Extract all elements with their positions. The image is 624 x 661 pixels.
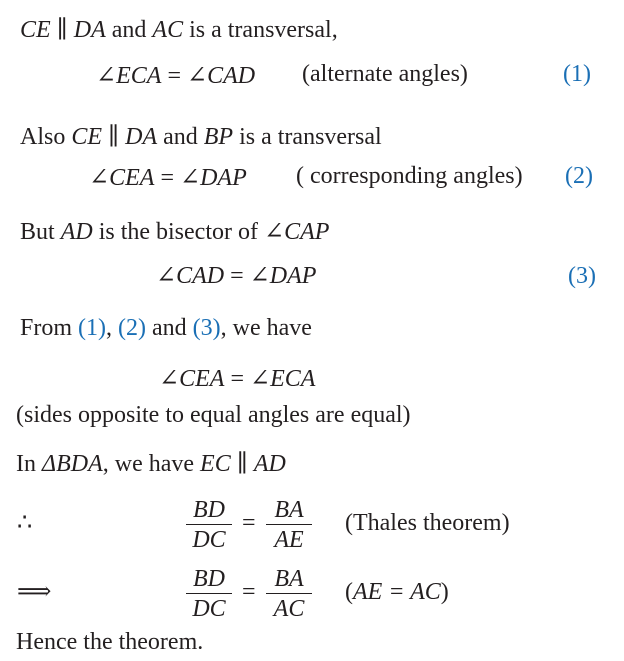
therefore-symbol: ∴ <box>17 510 33 536</box>
text-but: But <box>20 219 61 245</box>
text-transversal: is a transversal, <box>183 17 338 43</box>
equals-sign: = <box>161 63 187 89</box>
parallel-symbol: ∥ <box>108 124 120 150</box>
denominator-ae: AE <box>274 527 304 553</box>
text-and: and <box>145 315 193 341</box>
segment-ad: AD <box>60 219 93 245</box>
angle-cad: ∠CAD <box>156 263 225 289</box>
implies-symbol: ⟹ <box>17 579 52 605</box>
segment-ec: EC <box>200 451 231 477</box>
line-5 <box>20 218 329 246</box>
segment-bp: BP <box>203 124 234 150</box>
line-7 <box>20 314 312 342</box>
parallel-symbol: ∥ <box>56 17 68 43</box>
paren-close: ) <box>440 579 449 605</box>
equation-ref-1: (1) <box>563 61 591 87</box>
fraction-bar <box>186 593 232 594</box>
equation-eca-cad <box>96 62 255 90</box>
numerator-bd: BD <box>193 566 225 592</box>
equals-sign: = <box>224 366 250 392</box>
text-from: From <box>20 315 79 341</box>
comma: , <box>106 315 118 341</box>
line-3 <box>20 123 382 151</box>
fraction-bar <box>266 593 312 594</box>
text-and: and <box>105 17 153 43</box>
text-we-have: , we have <box>102 451 201 477</box>
text-and: and <box>157 124 204 150</box>
equals-sign: = <box>154 165 180 191</box>
segment-ce: CE <box>71 124 103 150</box>
ref-2: (2) <box>118 315 146 341</box>
denominator-dc: DC <box>192 596 226 622</box>
line-10 <box>16 450 286 478</box>
denominator-dc: DC <box>192 527 226 553</box>
ae-equals-ac: AE = AC <box>353 579 441 605</box>
equation-ref-3: (3) <box>568 263 596 289</box>
equation-ref-2: (2) <box>565 163 593 189</box>
segment-ad: AD <box>253 451 286 477</box>
conclusion-text: Hence the theorem. <box>16 629 204 655</box>
equation-cad-dap <box>156 262 316 290</box>
angle-cea: ∠CEA <box>159 366 225 392</box>
equals-sign: = <box>224 263 250 289</box>
denominator-ac: AC <box>273 596 305 622</box>
text-in: In <box>16 451 42 477</box>
equals-sign: = <box>242 510 256 536</box>
text-also: Also <box>20 124 72 150</box>
angle-dap: ∠DAP <box>249 263 317 289</box>
numerator-ba: BA <box>274 566 304 592</box>
segment-da: DA <box>125 124 158 150</box>
ref-3: (3) <box>192 315 221 341</box>
parallel-symbol: ∥ <box>236 451 248 477</box>
numerator-ba: BA <box>274 497 304 523</box>
reason-ae-equals-ac <box>345 578 449 606</box>
angle-cad: ∠CAD <box>186 63 256 89</box>
sides-opposite-statement: (sides opposite to equal angles are equal) <box>16 402 411 428</box>
segment-da: DA <box>73 17 106 43</box>
equals-sign: = <box>242 579 256 605</box>
angle-cap: ∠CAP <box>263 219 330 245</box>
fraction-ba-ac <box>266 566 312 622</box>
equation-cea-dap <box>89 164 247 192</box>
numerator-bd: BD <box>193 497 225 523</box>
fraction-bar <box>266 524 312 525</box>
equation-cea-eca <box>159 365 315 393</box>
segment-ac: AC <box>152 17 184 43</box>
triangle-bda: ΔBDA <box>42 451 103 477</box>
angle-cea: ∠CEA <box>89 165 155 191</box>
text-transversal: is a transversal <box>233 124 382 150</box>
text-we-have: , we have <box>220 315 312 341</box>
fraction-bd-dc <box>186 566 232 622</box>
reason-thales-theorem: (Thales theorem) <box>345 510 510 536</box>
reason-alternate-angles: (alternate angles) <box>302 61 468 87</box>
paren-open: ( <box>345 579 353 605</box>
angle-eca: ∠ECA <box>249 366 316 392</box>
text-bisector: is the bisector of <box>92 219 264 245</box>
segment-ce: CE <box>20 17 51 43</box>
fraction-bd-dc <box>186 497 232 553</box>
ref-1: (1) <box>78 315 106 341</box>
line-1 <box>20 16 338 44</box>
reason-corresponding-angles: ( corresponding angles) <box>296 163 523 189</box>
fraction-bar <box>186 524 232 525</box>
angle-dap: ∠DAP <box>179 165 247 191</box>
angle-eca: ∠ECA <box>96 63 162 89</box>
fraction-ba-ae <box>266 497 312 553</box>
